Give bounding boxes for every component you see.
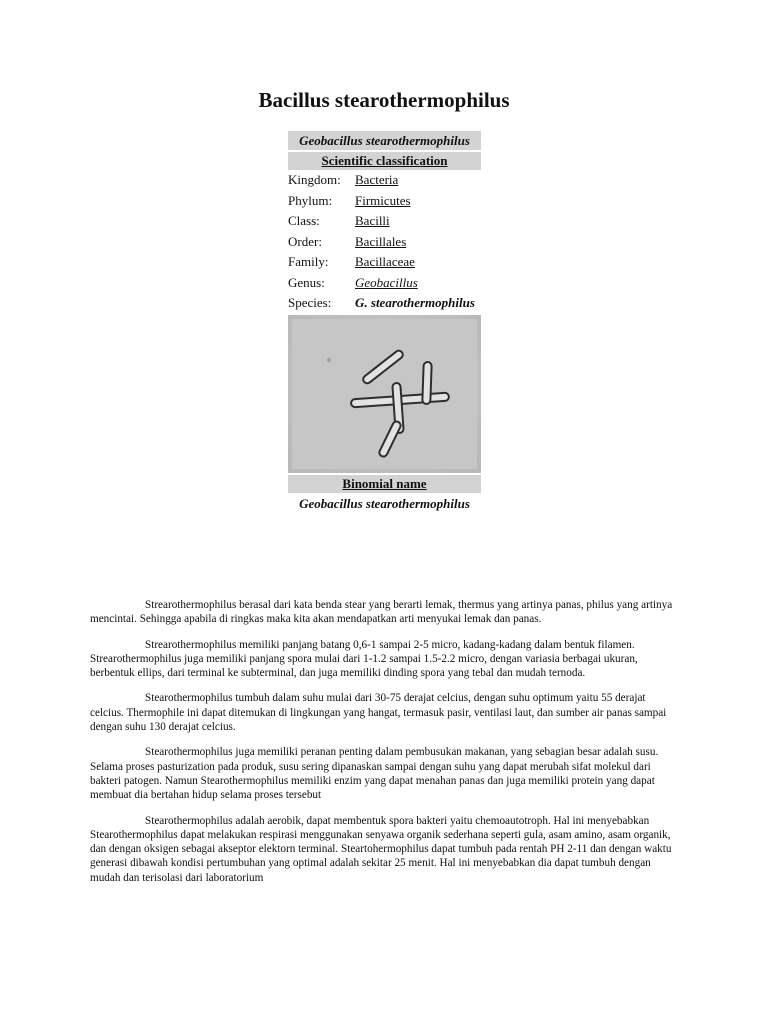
page-title: Bacillus stearothermophilus [258, 88, 510, 112]
order-link[interactable]: Bacillales [355, 233, 407, 249]
infobox-row-class [288, 211, 481, 232]
family-label: Family: [288, 254, 329, 269]
phylum-link[interactable]: Firmicutes [355, 192, 411, 208]
infobox-row-order [288, 232, 481, 253]
infobox-row-family [288, 252, 481, 273]
class-link[interactable]: Bacilli [355, 213, 390, 228]
family-link[interactable]: Bacillaceae [355, 254, 415, 269]
genus-label: Genus: [288, 274, 325, 290]
infobox-row-phylum [288, 191, 481, 212]
bacteria-micrograph-image [288, 315, 481, 473]
genus-link[interactable]: Geobacillus [355, 274, 418, 290]
paragraph-2: Strearothermophilus memiliki panjang batang 0,6-1 sampai 2-5 micro, kadang-kadang dalam bentuk filamen. Strearothermophilus juga memiliki panjang spora mulai dari 1-1.2 sampai 1.5-2.2 micro, dengan variasia berbagai ukuran, berbentuk ellips, dari terminal ke subterminal, dan juga memiliki dinding spora yang tebal dan mudah ternoda. [90, 638, 638, 680]
paragraph-5: Stearothermophilus adalah aerobik, dapat membentuk spora bakteri yaitu chemoautotroph. Hal ini menyebabkan Stearothermophilus dapat melakukan respirasi menggunakan senyawa organik sederhana seperti gula, asam amino, asam organik, dan dengan oksigen sebagai akseptor elektorn terminal. Steartohermophilus dapat tumbuh pada rentah PH 2-11 dan dengan waktu generasi dibawah kondisi pertumbuhan yang optimal adalah sekitar 25 menit. Hal ini menyebabkan dia dapat tumbuh dengan mudah dan terisolasi dari laboratorium [90, 814, 672, 884]
paragraph-1: Strearothermophilus berasal dari kata benda stear yang berarti lemak, thermus yang artinya panas, philus yang artinya mencintai. Sehingga apabila di ringkas maka kita akan mendapatkan arti menyukai lemak dan panas. [90, 599, 673, 626]
infobox-row-species [288, 295, 481, 311]
kingdom-link[interactable]: Bacteria [355, 172, 399, 187]
species-value: G. stearothermophilus [355, 295, 475, 310]
paragraph-3: Stearothermophilus tumbuh dalam suhu mulai dari 30-75 derajat celcius, dengan suhu optimum yaitu 55 derajat celcius. Thermophile ini dapat ditemukan di lingkungan yang hangat, termasuk pasir, ventilasi laut, dan sumber air panas sampai dengan suhu 130 derajat celcius. [90, 692, 667, 734]
species-label: Species: [288, 295, 332, 310]
phylum-label: Phylum: [288, 192, 333, 208]
order-label: Order: [288, 233, 322, 249]
class-label: Class: [288, 213, 320, 228]
binomial-heading: Binomial name [288, 475, 481, 493]
kingdom-label: Kingdom: [288, 172, 341, 187]
infobox-header: Geobacillus stearothermophilus [288, 131, 481, 150]
taxonomy-infobox [288, 131, 481, 512]
paragraph-4: Stearothermophilus juga memiliki peranan penting dalam pembusukan makanan, yang sebagian besar adalah susu. Selama proses pasturization pada produk, susu sering dipanaskan sampai dengan suhu yang dapat merubah sifat molekul dari bakteri patogen. Namun Stearothermophilus memiliki enzim yang dapat menahan panas dan juga memiliki protein yang dapat membuat dia bertahan hidup selama proses tersebut [90, 746, 659, 802]
infobox-row-kingdom [288, 170, 481, 191]
binomial-value: Geobacillus stearothermophilus [299, 496, 470, 511]
article-body [90, 598, 678, 896]
infobox-row-genus [288, 273, 481, 294]
classification-heading: Scientific classification [288, 152, 481, 170]
